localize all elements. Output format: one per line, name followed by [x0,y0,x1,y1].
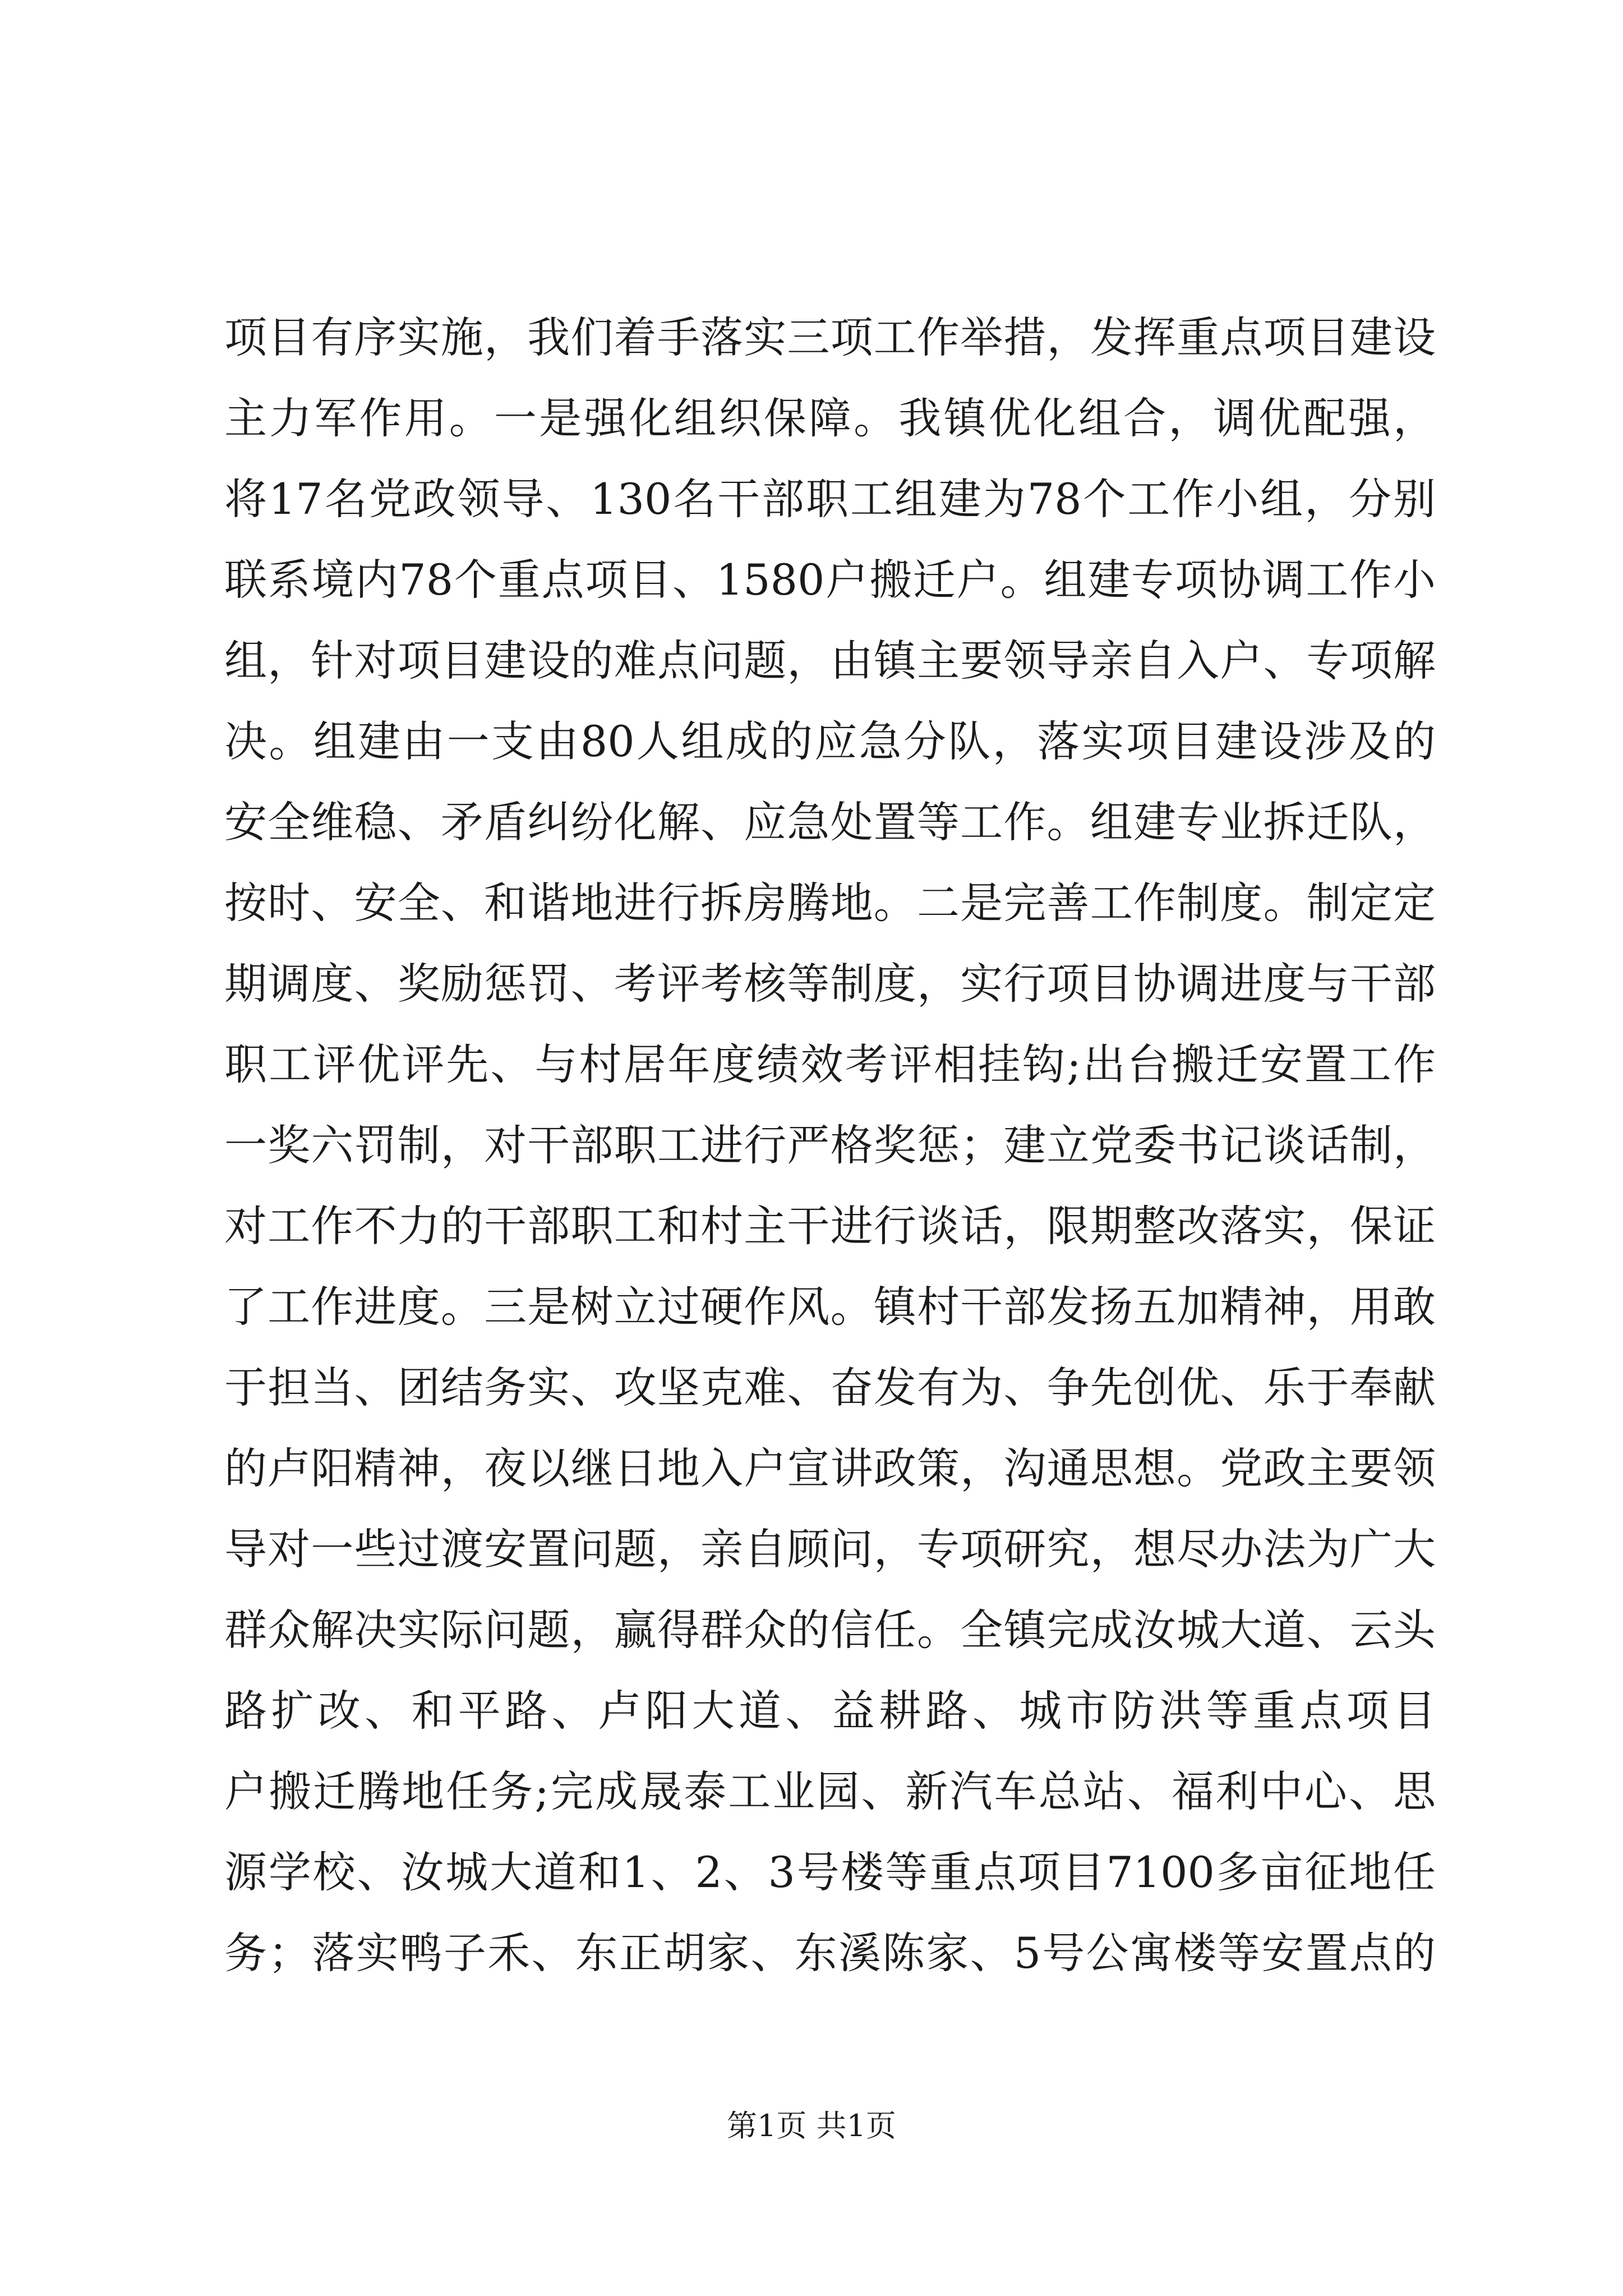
text-line: 路扩改、和平路、卢阳大道、益耕路、城市防洪等重点项目 [224,1686,1436,1736]
text-line: 一奖六罚制，对干部职工进行严格奖惩；建立党委书记谈话制， [224,1120,1436,1170]
text-line: 期调度、奖励惩罚、考评考核等制度，实行项目协调进度与干部 [224,959,1436,1009]
text-line: 职工评优评先、与村居年度绩效考评相挂钩;出台搬迁安置工作 [224,1039,1436,1089]
text-line: 决。组建由一支由80人组成的应急分队，落实项目建设涉及的 [224,716,1436,766]
text-line: 主力军作用。一是强化组织保障。我镇优化组合，调优配强， [224,393,1436,443]
text-line: 源学校、汝城大道和1、2、3号楼等重点项目7100多亩征地任 [224,1847,1436,1897]
text-line: 安全维稳、矛盾纠纷化解、应急处置等工作。组建专业拆迁队， [224,797,1436,847]
text-line: 联系境内78个重点项目、1580户搬迁户。组建专项协调工作小 [224,555,1436,605]
text-line: 群众解决实际问题，赢得群众的信任。全镇完成汝城大道、云头 [224,1605,1436,1655]
text-line: 按时、安全、和谐地进行拆房腾地。二是完善工作制度。制定定 [224,878,1436,928]
text-line: 将17名党政领导、130名干部职工组建为78个工作小组，分别 [224,474,1436,524]
text-line: 导对一些过渡安置问题，亲自顾问，专项研究，想尽办法为广大 [224,1524,1436,1574]
text-line: 务；落实鸭子禾、东正胡家、东溪陈家、5号公寓楼等安置点的 [224,1928,1436,1978]
text-line: 了工作进度。三是树立过硬作风。镇村干部发扬五加精神，用敢 [224,1282,1436,1332]
text-line: 对工作不力的干部职工和村主干进行谈话，限期整改落实，保证 [224,1201,1436,1251]
text-line: 项目有序实施，我们着手落实三项工作举措，发挥重点项目建设 [224,312,1436,362]
text-line: 组，针对项目建设的难点问题，由镇主要领导亲自入户、专项解 [224,636,1436,685]
text-line: 户搬迁腾地任务;完成晟泰工业园、新汽车总站、福利中心、思 [224,1766,1436,1816]
text-line: 于担当、团结务实、攻坚克难、奋发有为、争先创优、乐于奉献 [224,1363,1436,1412]
text-line: 的卢阳精神，夜以继日地入户宣讲政策，沟通思想。党政主要领 [224,1443,1436,1493]
page-footer: 第1页 共1页 [727,2108,896,2143]
body-paragraph [224,297,1436,1994]
